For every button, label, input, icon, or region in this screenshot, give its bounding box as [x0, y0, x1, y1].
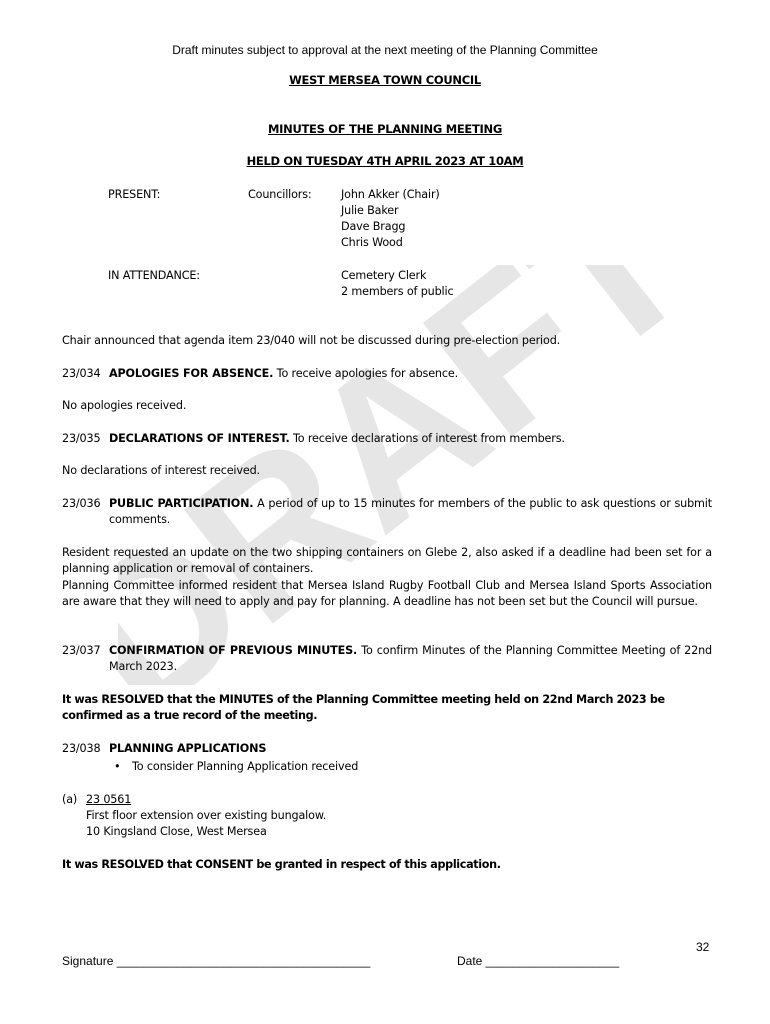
councillor-name: John Akker (Chair) — [341, 188, 440, 201]
application-ref: 23 0561 — [86, 793, 132, 806]
resident-request: Resident requested an update on the two shipping containers on Glebe 2, also asked if a deadline had been set for a planning application or removal of containers. — [62, 546, 712, 576]
attendance-label: IN ATTENDANCE: — [108, 269, 200, 282]
item-text: To receive apologies for absence. — [273, 367, 459, 380]
item-text: To confirm Minutes of the Planning Committee Meeting of 22nd March 2023. — [109, 644, 713, 674]
council-name: WEST MERSEA TOWN COUNCIL — [289, 73, 481, 87]
item-number: 23/036 — [62, 497, 101, 510]
item-number: 23/035 — [62, 432, 101, 445]
item-number: 23/037 — [62, 644, 101, 657]
document-title: MINUTES OF THE PLANNING MEETING — [268, 122, 502, 136]
attendee-name: Cemetery Clerk — [341, 269, 427, 282]
agenda-item-apologies — [109, 366, 712, 382]
present-label: PRESENT: — [108, 188, 161, 201]
resolved-minutes: It was RESOLVED that the MINUTES of the Planning Committee meeting held on 22nd March 2023 be confirmed as a true record of the meeting. — [62, 693, 665, 723]
committee-response: Planning Committee informed resident that Mersea Island Rugby Football Club and Mersea Island Sports Association are aware that they will need to apply and pay for planning. A deadline has not been set but the Council will pursue. — [62, 579, 712, 609]
item-heading: DECLARATIONS OF INTEREST. — [109, 432, 290, 445]
chair-announcement: Chair announced that agenda item 23/040 will not be discussed during pre-election period. — [62, 334, 561, 347]
resolved-consent: It was RESOLVED that CONSENT be granted in respect of this application. — [62, 858, 501, 871]
councillor-name: Julie Baker — [341, 204, 399, 217]
councillors-label: Councillors: — [248, 188, 312, 201]
item-heading: CONFIRMATION OF PREVIOUS MINUTES. — [109, 644, 358, 657]
no-declarations: No declarations of interest received. — [62, 464, 260, 477]
agenda-item-planning-applications: PLANNING APPLICATIONS — [109, 742, 267, 755]
watermark-text: DRAFT — [118, 265, 678, 685]
item-heading: PUBLIC PARTICIPATION. — [109, 497, 254, 510]
meeting-date: HELD ON TUESDAY 4TH APRIL 2023 AT 10AM — [246, 154, 524, 168]
signature-line: Signature ______________________________________ — [62, 954, 371, 968]
bullet-icon: • — [114, 760, 121, 773]
item-number: 23/034 — [62, 367, 101, 380]
attendee-name: 2 members of public — [341, 285, 454, 298]
councillor-name: Dave Bragg — [341, 220, 406, 233]
header-note: Draft minutes subject to approval at the next meeting of the Planning Committee — [172, 43, 598, 57]
councillor-name: Chris Wood — [341, 236, 403, 249]
item-text: To receive declarations of interest from members. — [289, 432, 565, 445]
application-address: 10 Kingsland Close, West Mersea — [86, 825, 267, 838]
item-number: 23/038 — [62, 742, 101, 755]
application-description: First floor extension over existing bungalow. — [86, 809, 327, 822]
application-label: (a) — [62, 793, 78, 806]
no-apologies: No apologies received. — [62, 399, 187, 412]
agenda-item-previous-minutes — [109, 643, 712, 676]
item-heading: APOLOGIES FOR ABSENCE. — [109, 367, 274, 380]
item-text: A period of up to 15 minutes for members of the public to ask questions or submit comments. — [109, 497, 712, 527]
agenda-item-declarations — [109, 431, 712, 447]
agenda-item-public-participation — [109, 496, 712, 529]
page-number: 32 — [696, 940, 710, 954]
date-line: Date ____________________ — [457, 954, 620, 968]
planning-bullet-text: To consider Planning Application received — [132, 760, 359, 773]
